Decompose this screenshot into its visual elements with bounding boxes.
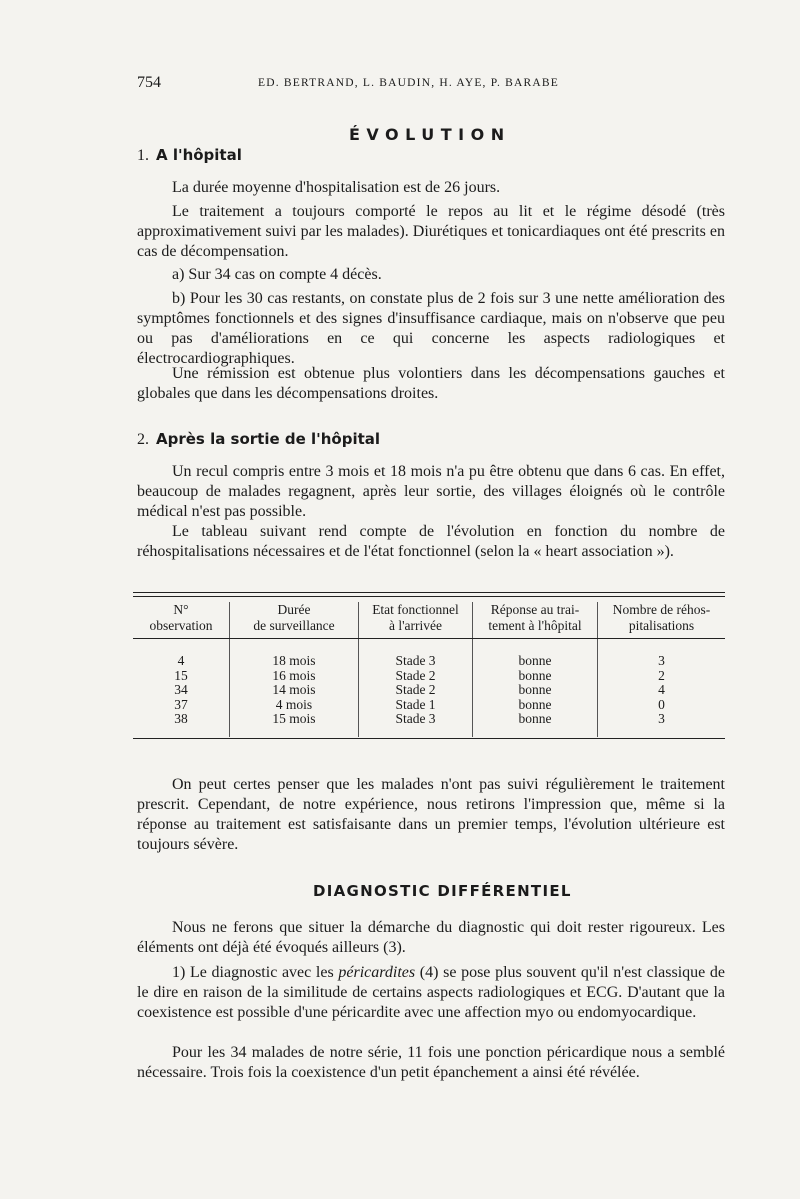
table-cell: Stade 2 bbox=[395, 667, 436, 683]
table-header-duree bbox=[230, 602, 358, 634]
paragraph: Nous ne ferons que situer la démarche du diagnostic qui doit rester rigoureux. Les éléments ont déjà été évoqués ailleurs (3). bbox=[137, 919, 725, 956]
table-cell: 18 mois bbox=[272, 653, 316, 668]
table-bottom-rule bbox=[133, 738, 725, 739]
page-number: 754 bbox=[137, 74, 161, 91]
table-cell: 34 bbox=[174, 682, 188, 697]
subsection-number: 2. bbox=[137, 431, 149, 448]
table-column-etat bbox=[359, 654, 472, 727]
table-cell: 16 mois bbox=[272, 667, 316, 683]
table-cell: 2 bbox=[658, 667, 665, 683]
table-cell: Stade 3 bbox=[395, 653, 436, 668]
paragraph: On peut certes penser que les malades n'ont pas suivi régulièrement le traitement prescrit. Cependant, de notre expérience, nous retirons l'impression que, même si la réponse au traitement est satisfaisante dans un premier temps, l'évolution ultérieure est toujours sévère. bbox=[137, 776, 725, 853]
section-title-diagnostic: DIAGNOSTIC DIFFÉRENTIEL bbox=[313, 882, 572, 900]
header-line: Etat fonctionnel bbox=[372, 602, 459, 617]
table-column-duree bbox=[230, 654, 358, 727]
emphasis-pericardites: péricardites bbox=[338, 964, 416, 981]
table-cell: 38 bbox=[174, 711, 188, 726]
text-run: (4) se pose plus souvent qu'il n'est classique de le dire en raison de la similitude de certains aspects radiologiques et ECG. D'autant que la coexistence est possible d'une péricardite avec une affection myo ou endomyocardique. bbox=[137, 964, 726, 1021]
table-cell: 3 bbox=[658, 711, 665, 726]
subsection-title: A l'hôpital bbox=[156, 146, 242, 164]
paragraph: Le traitement a toujours comporté le repos au lit et le régime désodé (très approximativement suivi par les malades). Diurétiques et tonicardiaques ont été prescrits en cas de décompensation. bbox=[137, 203, 725, 260]
header-line: Nombre de réhos- bbox=[612, 602, 711, 617]
table-cell: Stade 2 bbox=[395, 682, 436, 697]
paragraph: a) Sur 34 cas on compte 4 décès. bbox=[172, 266, 382, 283]
table-cell: bonne bbox=[518, 696, 552, 712]
table-cell: 37 bbox=[174, 696, 188, 712]
table-cell: 14 mois bbox=[272, 682, 316, 697]
paragraph: Une rémission est obtenue plus volontiers dans les décompensations gauches et globales que dans les décompensations droites. bbox=[137, 365, 725, 402]
header-line: observation bbox=[149, 618, 213, 633]
table-column-rehosp bbox=[598, 654, 725, 727]
table-cell: Stade 3 bbox=[395, 711, 436, 726]
table-cell: bonne bbox=[518, 667, 552, 683]
table-cell: 4 bbox=[177, 653, 185, 668]
table-cell: bonne bbox=[518, 653, 552, 668]
table-cell: 15 bbox=[174, 667, 188, 683]
paragraph: b) Pour les 30 cas restants, on constate plus de 2 fois sur 3 une nette amélioration des symptômes fonctionnels et des signes d'insuffisance cardiaque, mais on n'observe que peu ou pas d'améliorations en ce qui concerne les aspects radiologiques et électrocardiographiques. bbox=[137, 290, 725, 367]
table-column-observation bbox=[133, 654, 229, 727]
header-line: de surveillance bbox=[253, 618, 335, 633]
header-line: Durée bbox=[277, 602, 311, 617]
subsection-heading-hopital bbox=[137, 146, 242, 165]
table-cell: 0 bbox=[658, 696, 665, 712]
header-line: N° bbox=[173, 602, 189, 617]
paragraph bbox=[137, 963, 725, 1023]
text-run: 1) Le diagnostic avec les bbox=[172, 964, 339, 981]
subsection-title: Après la sortie de l'hôpital bbox=[156, 430, 381, 448]
table-cell: 15 mois bbox=[272, 711, 316, 726]
table-top-rule bbox=[133, 592, 725, 593]
table-cell: 3 bbox=[658, 653, 665, 668]
table-header-rule bbox=[133, 638, 725, 639]
header-line: Réponse au trai- bbox=[490, 602, 580, 617]
header-line: pitalisations bbox=[628, 618, 695, 633]
running-title: ED. BERTRAND, L. BAUDIN, H. AYE, P. BARABE bbox=[258, 77, 560, 89]
paragraph: Pour les 34 malades de notre série, 11 fois une ponction péricardique nous a semblé nécessaire. Trois fois la coexistence d'un petit épanchement a ainsi été révélée. bbox=[137, 1044, 725, 1081]
paragraph: Le tableau suivant rend compte de l'évolution en fonction du nombre de réhospitalisations nécessaires et de l'état fonctionnel (selon la « heart association »). bbox=[137, 523, 725, 560]
table-column-reponse bbox=[473, 654, 597, 727]
table-cell: bonne bbox=[518, 682, 552, 697]
subsection-heading-apres-sortie bbox=[137, 430, 380, 449]
table-cell: bonne bbox=[518, 711, 552, 726]
table-header-reponse bbox=[473, 602, 597, 634]
subsection-number: 1. bbox=[137, 147, 149, 164]
table-header-etat bbox=[359, 602, 472, 634]
paragraph: Un recul compris entre 3 mois et 18 mois n'a pu être obtenu que dans 6 cas. En effet, beaucoup de malades regagnent, après leur sortie, des villages éloignés où le contrôle médical n'est pas possible. bbox=[137, 463, 725, 520]
table-top-rule bbox=[133, 596, 725, 597]
table-cell: 4 bbox=[658, 682, 665, 697]
table-header-rehosp bbox=[598, 602, 725, 634]
table-header-observation bbox=[133, 602, 229, 634]
section-title-evolution: ÉVOLUTION bbox=[349, 125, 511, 144]
table-cell: Stade 1 bbox=[395, 696, 436, 712]
paragraph: La durée moyenne d'hospitalisation est de 26 jours. bbox=[172, 179, 501, 196]
table-cell: 4 mois bbox=[275, 696, 313, 712]
header-line: à l'arrivée bbox=[388, 618, 443, 633]
header-line: tement à l'hôpital bbox=[488, 618, 582, 633]
running-header bbox=[0, 74, 800, 94]
